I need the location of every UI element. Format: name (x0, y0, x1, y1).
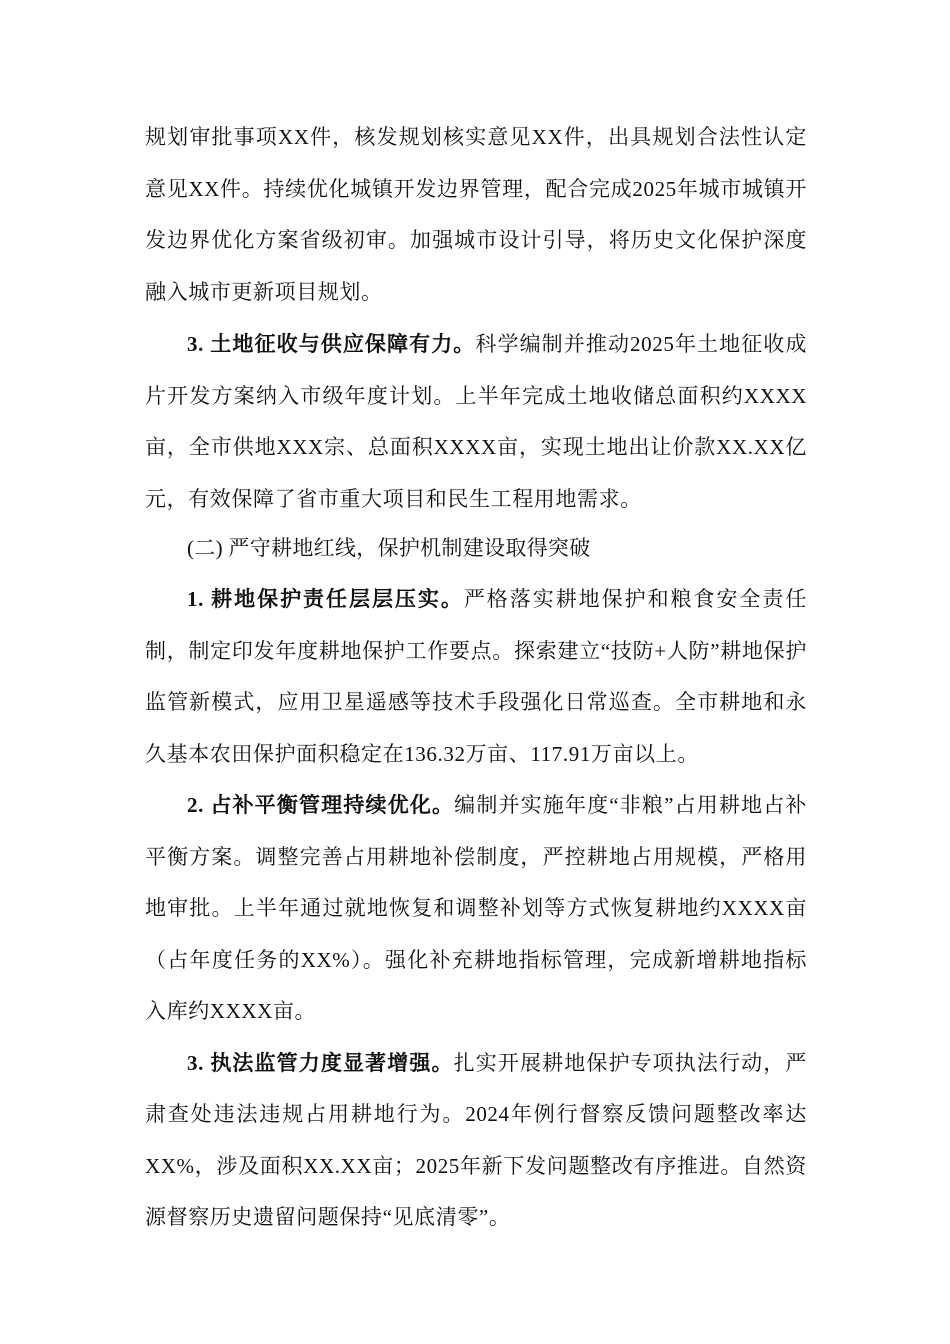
paragraph-text: 规划审批事项XX件，核发规划核实意见XX件，出具规划合法性认定意见XX件。持续优化城镇开发边界管理，配合完成2025年城市城镇开发边界优化方案省级初审。加强城市设计引导，将历史文化保护深度融入城市更新项目规划。 (145, 125, 807, 304)
paragraph-farmland-responsibility (145, 574, 807, 780)
paragraph-enforcement (145, 1038, 807, 1244)
paragraph-planning-approvals (145, 112, 807, 318)
paragraph-text: 严格落实耕地保护和粮食安全责任制，制定印发年度耕地保护工作要点。探索建立“技防+人防”耕地保护监管新模式，应用卫星遥感等技术手段强化日常巡查。全市耕地和永久基本农田保护面积稳定在136.32万亩、117.91万亩以上。 (145, 587, 807, 766)
paragraph-text: 科学编制并推动2025年土地征收成片开发方案纳入市级年度计划。上半年完成土地收储总面积约XXXX亩，全市供地XXX宗、总面积XXXX亩，实现土地出让价款XX.XX亿元，有效保障了省市重大项目和民生工程用地需求。 (145, 332, 808, 511)
section-heading-farmland: (二) 严守耕地红线，保护机制建设取得突破 (187, 536, 591, 560)
paragraph-lead-heading: 2. 占补平衡管理持续优化。 (187, 793, 455, 817)
paragraph-lead-heading: 1. 耕地保护责任层层压实。 (187, 587, 464, 611)
paragraph-lead-heading: 3. 执法监管力度显著增强。 (187, 1050, 454, 1075)
paragraph-balance-management (145, 780, 807, 1038)
paragraph-text: 扎实开展耕地保护专项执法行动，严肃查处违法违规占用耕地行为。2024年例行督察反馈问题整改率达XX%，涉及面积XX.XX亩；2025年新下发问题整改有序推进。自然资源督察历史遗留问题保持“见底清零”。 (145, 1050, 807, 1229)
paragraph-text: 编制并实施年度“非粮”占用耕地占补平衡方案。调整完善占用耕地补偿制度，严控耕地占用规模，严格用地审批。上半年通过就地恢复和调整补划等方式恢复耕地约XXXX亩（占年度任务的XX%）。强化补充耕地指标管理，完成新增耕地指标入库约XXXX亩。 (145, 793, 807, 1023)
paragraph-lead-heading: 3. 土地征收与供应保障有力。 (187, 332, 476, 356)
document-page (145, 112, 807, 1244)
paragraph-land-acquisition (145, 319, 807, 525)
